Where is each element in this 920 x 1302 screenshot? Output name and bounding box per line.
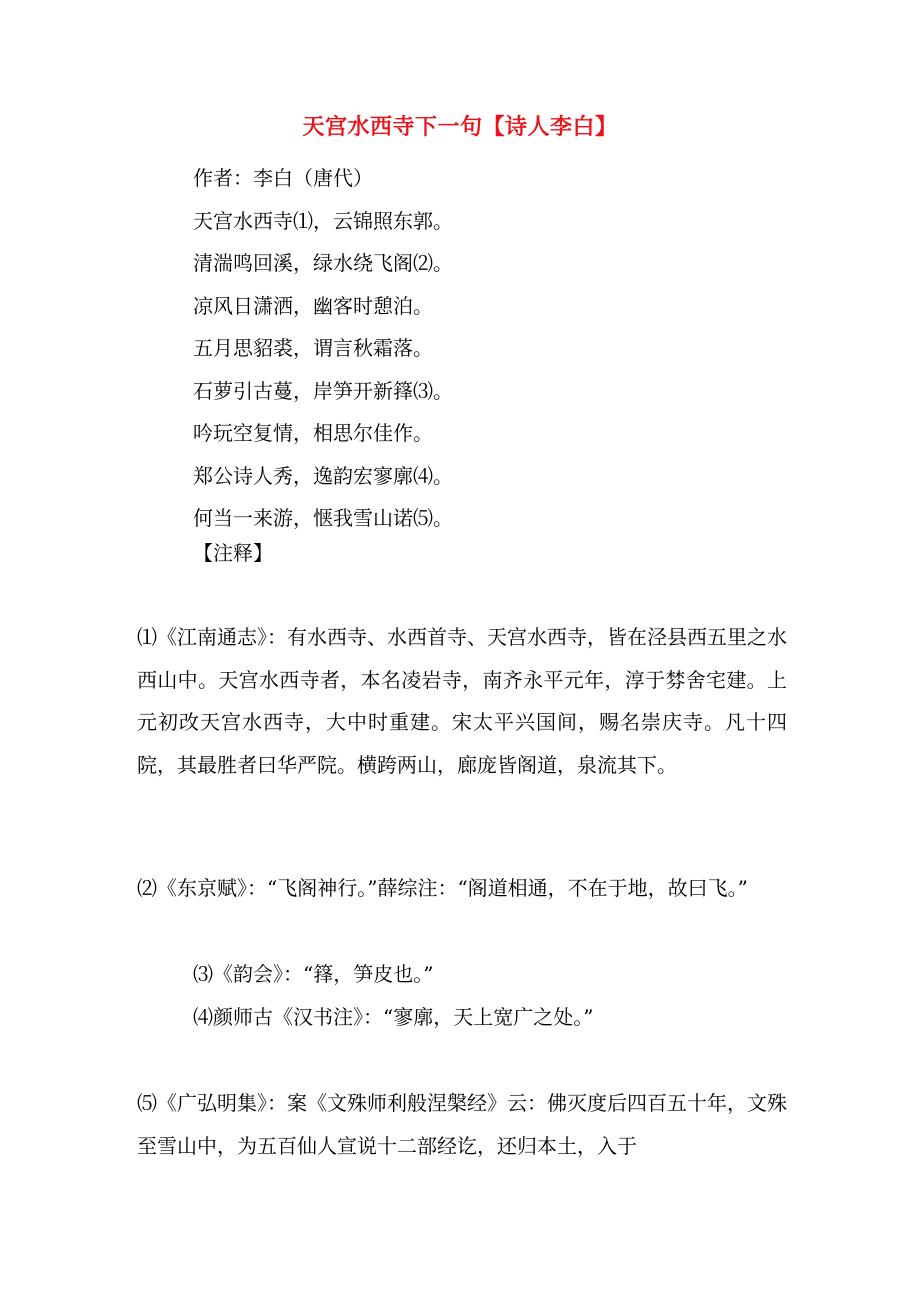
poem-line: 五月思貂裘，谓言秋霜落。: [193, 336, 433, 360]
document-title: 天宫水西寺下一句【诗人李白】: [302, 114, 618, 140]
author-line: 作者：李白（唐代）: [193, 166, 373, 190]
note-paragraph: ⑴《江南通志》：有水西寺、水西首寺、天宫水西寺，皆在泾县西五里之水西山中。天宫水西寺者，本名凌岩寺，南齐永平元年，淳于棼舍宅建。上元初改天宫水西寺，大中时重建。宋太平兴国间，赐名崇庆寺。凡十四院，其最胜者曰华严院。横跨两山，廊庞皆阁道，泉流其下。: [137, 625, 787, 777]
note-paragraph: ⑸《广弘明集》：案《文殊师利般涅槃经》云：佛灭度后四百五十年，文殊至雪山中，为五百仙人宣说十二部经讫，还归本土，入于: [137, 1091, 787, 1158]
poem-line: 凉风日潇洒，幽客时憩泊。: [193, 293, 433, 318]
poem-line: 天宫水西寺⑴，云锦照东郭。: [193, 208, 453, 233]
poem-line: 清湍鸣回溪，绿水绕飞阁⑵。: [193, 251, 453, 275]
poem-body: [193, 157, 833, 540]
poem-line: 郑公诗人秀，逸韵宏寥廓⑷。: [193, 463, 453, 488]
poem-line: 吟玩空复情，相思尔佳作。: [193, 421, 433, 445]
poem-line: 何当一来游，惬我雪山诺⑸。: [193, 506, 453, 530]
note-paragraph: ⑶《韵会》：“箨，笋皮也。”: [193, 962, 434, 986]
note-paragraph: ⑷颜师古《汉书注》：“寥廓，天上宽广之处。”: [193, 1005, 594, 1029]
notes-heading: 【注释】: [193, 541, 273, 565]
poem-line: 石萝引古蔓，岸笋开新箨⑶。: [193, 378, 453, 403]
note-paragraph: ⑵《东京赋》：“飞阁神行。”薛综注：“阁道相通，不在于地，故曰飞。”: [137, 876, 748, 900]
